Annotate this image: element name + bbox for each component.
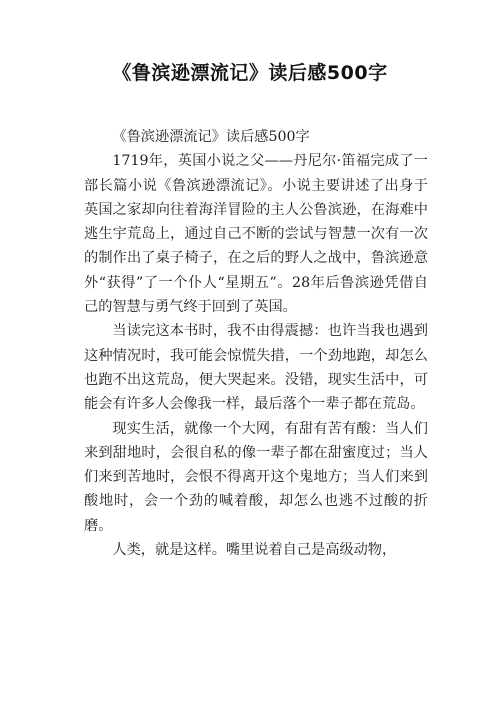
body-paragraph-subtitle: 《鲁滨逊漂流记》读后感500字 (112, 129, 310, 145)
document-body (84, 125, 428, 562)
body-paragraph: 现实生活，就像一个大网，有甜有苦有酸：当人们来到甜地时，会很自私的像一辈子都在甜蜜度过；当人们来到苦地时，会恨不得离开这个鬼地方；当人们来到酸地时，会一个劲的喊着酸，却怎么也逃不过酸的折磨。 (84, 420, 428, 534)
page-title: 《鲁滨逊漂流记》读后感500字 (112, 62, 388, 84)
body-paragraph: 人类，就是这样。嘴里说着自己是高级动物， (112, 542, 397, 559)
body-paragraph: 当读完这本书时，我不由得震撼：也许当我也遇到这种情况时，我可能会惊慌失措，一个劲地跑，却怎么也跑不出这荒岛，便大哭起来。没错，现实生活中，可能会有许多人会像我一样，最后落个一辈子都在荒岛。 (84, 323, 428, 413)
body-paragraph: 1719年，英国小说之父——丹尼尔·笛福完成了一部长篇小说《鲁滨逊漂流记》。小说主要讲述了出身于英国之家却向往着海洋冒险的主人公鲁滨逊，在海难中逃生宇荒岛上，通过自己不断的尝试与智慧一次有一次的制作出了桌子椅子，在之后的野人之战中，鲁滨逊意外“获得”了一个仆人“星期五”。28年后鲁滨逊凭借自己的智慧与勇气终于回到了英国。 (84, 153, 428, 316)
